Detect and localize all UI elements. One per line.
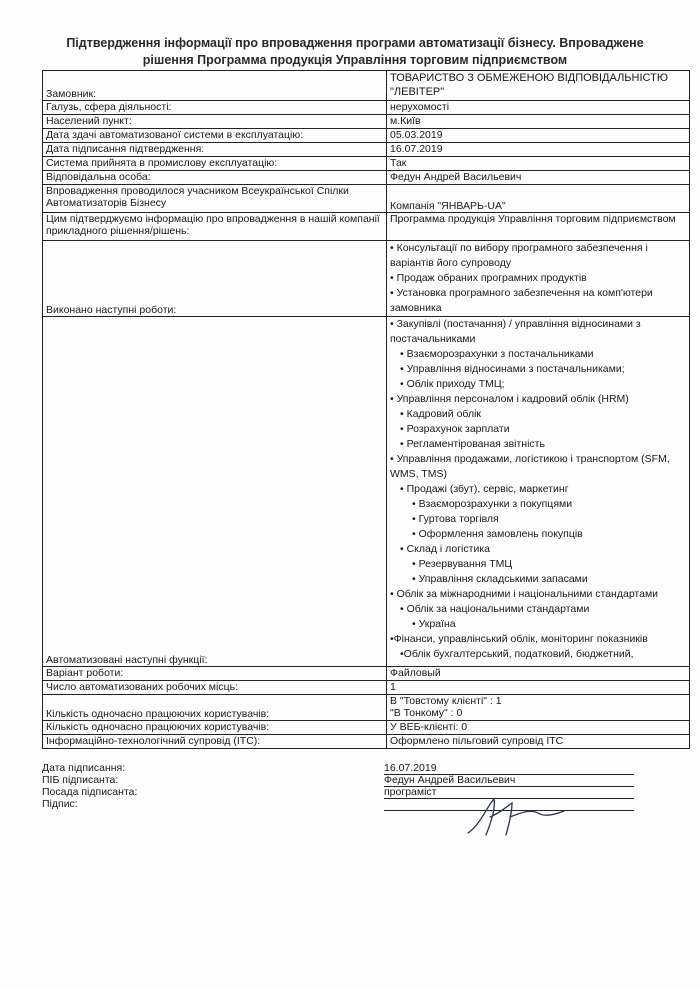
function-item: • Взаєморозрахунки з покупцями	[412, 498, 573, 510]
function-item: • Управління персоналом і кадровий облік (HRM)	[390, 393, 629, 405]
label-delivery-date: Дата здачі автоматизованої системи в експлуатацію:	[43, 129, 387, 143]
row-sign-date	[43, 143, 690, 157]
function-item: • Управління складськими запасами	[412, 573, 588, 585]
function-item: • Закупівлі (постачання) / управління відносинами з постачальниками	[390, 318, 641, 345]
signature-name-row	[42, 774, 662, 786]
document-title: Підтвердження інформації про впровадження програми автоматизації бізнесу. Впроваджене рішення Программа продукція Управління торговим підприємством	[66, 36, 644, 67]
row-industry	[43, 101, 690, 115]
function-item: • Управління відносинами з постачальниками;	[400, 363, 625, 375]
row-responsible	[43, 171, 690, 185]
label-works: Виконано наступні роботи:	[43, 241, 387, 317]
works-item: • Установка програмного забезпечення на комп'ютери замовника	[390, 287, 653, 314]
function-item: •Облік бухгалтерський, податковий, бюджетний,	[400, 648, 634, 660]
value-work-variant: Файловый	[387, 667, 690, 681]
value-implementer: Компанія "ЯНВАРЬ-UA"	[387, 185, 690, 213]
row-workplaces	[43, 681, 690, 695]
label-industry: Галузь, сфера діяльності:	[43, 101, 387, 115]
signature-name-label: ПІБ підписанта:	[42, 774, 119, 786]
functions-list	[390, 317, 686, 662]
value-thick-client: В "Товстому клієнті" : 1	[390, 695, 502, 707]
row-works	[43, 241, 690, 317]
signature-date-value: 16.07.2019	[384, 762, 634, 775]
label-functions: Автоматизовані наступні функції:	[43, 317, 387, 667]
signature-position-value: програміст	[384, 786, 634, 799]
row-solution	[43, 213, 690, 241]
function-item: • Гуртова торгівля	[412, 513, 499, 525]
row-implementer	[43, 185, 690, 213]
value-solution: Программа продукція Управління торговим підприємством	[387, 213, 690, 241]
function-item: • Регламентірованая звітність	[400, 438, 545, 450]
value-responsible: Федун Андрей Васильевич	[387, 171, 690, 185]
function-item: • Склад і логістика	[400, 543, 490, 555]
handwritten-signature	[460, 795, 570, 840]
row-work-variant	[43, 667, 690, 681]
works-item: • Консультації по вибору програмного забезпечення і варіантів його супроводу	[390, 242, 648, 269]
row-users	[43, 721, 690, 735]
label-implementer: Впровадження проводилося учасником Всеукраїнської Спілки Автоматизаторів Бізнесу	[43, 185, 387, 213]
value-works	[387, 241, 690, 317]
signature-date-label: Дата підписання:	[42, 762, 126, 774]
function-item: • Оформлення замовлень покупців	[412, 528, 583, 540]
function-item: • Україна	[412, 618, 456, 630]
function-item: • Облік за міжнародними і національними стандартами	[390, 588, 659, 600]
label-sign-date: Дата підписання підтвердження:	[43, 143, 387, 157]
function-item: • Резервування ТМЦ	[412, 558, 513, 570]
row-accepted	[43, 157, 690, 171]
label-solution: Цим підтверджуємо інформацію про впровадження в нашій компанії прикладного рішення/рішень:	[43, 213, 387, 241]
function-item: • Облік за національними стандартами	[400, 603, 590, 615]
function-item: • Управління продажами, логістикою і транспортом (SFM, WMS, TMS)	[390, 453, 670, 480]
signature-sign-label: Підпис:	[42, 798, 78, 810]
function-item: • Облік приходу ТМЦ;	[400, 378, 505, 390]
row-customer	[43, 71, 690, 101]
label-its: Інформаційно-технологічний супровід (ІТС):	[43, 735, 387, 749]
works-list	[390, 241, 686, 316]
signature-date-row	[42, 762, 662, 774]
row-city	[43, 115, 690, 129]
function-item: • Кадровий облік	[400, 408, 482, 420]
row-delivery-date	[43, 129, 690, 143]
value-thin-client: "В Тонкому" : 0	[390, 707, 463, 719]
function-item: • Продажі (збут), сервіс, маркетинг	[400, 483, 569, 495]
label-responsible: Відповідальна особа:	[43, 171, 387, 185]
works-item: • Продаж обраних програмних продуктів	[390, 272, 587, 284]
value-workplaces: 1	[387, 681, 690, 695]
value-users: У ВЕБ-клієнті: 0	[387, 721, 690, 735]
label-accepted: Система прийнята в промислову експлуатацію:	[43, 157, 387, 171]
value-delivery-date: 05.03.2019	[387, 129, 690, 143]
row-dev-users	[43, 695, 690, 721]
label-customer: Замовник:	[43, 71, 387, 101]
value-sign-date: 16.07.2019	[387, 143, 690, 157]
function-item: •Фінанси, управлінський облік, моніторинг показників	[390, 633, 648, 645]
function-item: • Розрахунок зарплати	[400, 423, 510, 435]
function-item: • Взаєморозрахунки з постачальниками	[400, 348, 594, 360]
label-dev-users: Кількість одночасно працюючих користувачів:	[43, 695, 387, 721]
value-its: Оформлено пільговий супровід ІТС	[387, 735, 690, 749]
value-city: м.Київ	[387, 115, 690, 129]
signature-position-label: Посада підписанта:	[42, 786, 138, 798]
value-industry: нерухомості	[387, 101, 690, 115]
confirmation-table	[42, 70, 690, 749]
label-city: Населений пункт:	[43, 115, 387, 129]
label-work-variant: Варіант роботи:	[43, 667, 387, 681]
signature-name-value: Федун Андрей Васильевич	[384, 774, 634, 787]
row-its	[43, 735, 690, 749]
value-functions	[387, 317, 690, 667]
value-accepted: Так	[387, 157, 690, 171]
value-customer: ТОВАРИСТВО З ОБМЕЖЕНОЮ ВІДПОВІДАЛЬНІСТЮ "ЛЕВІТЕР"	[387, 71, 690, 101]
value-dev-users	[387, 695, 690, 721]
label-workplaces: Число автоматизованих робочих місць:	[43, 681, 387, 695]
row-functions	[43, 317, 690, 667]
label-users: Кількість одночасно працюючих користувачів:	[43, 721, 387, 735]
